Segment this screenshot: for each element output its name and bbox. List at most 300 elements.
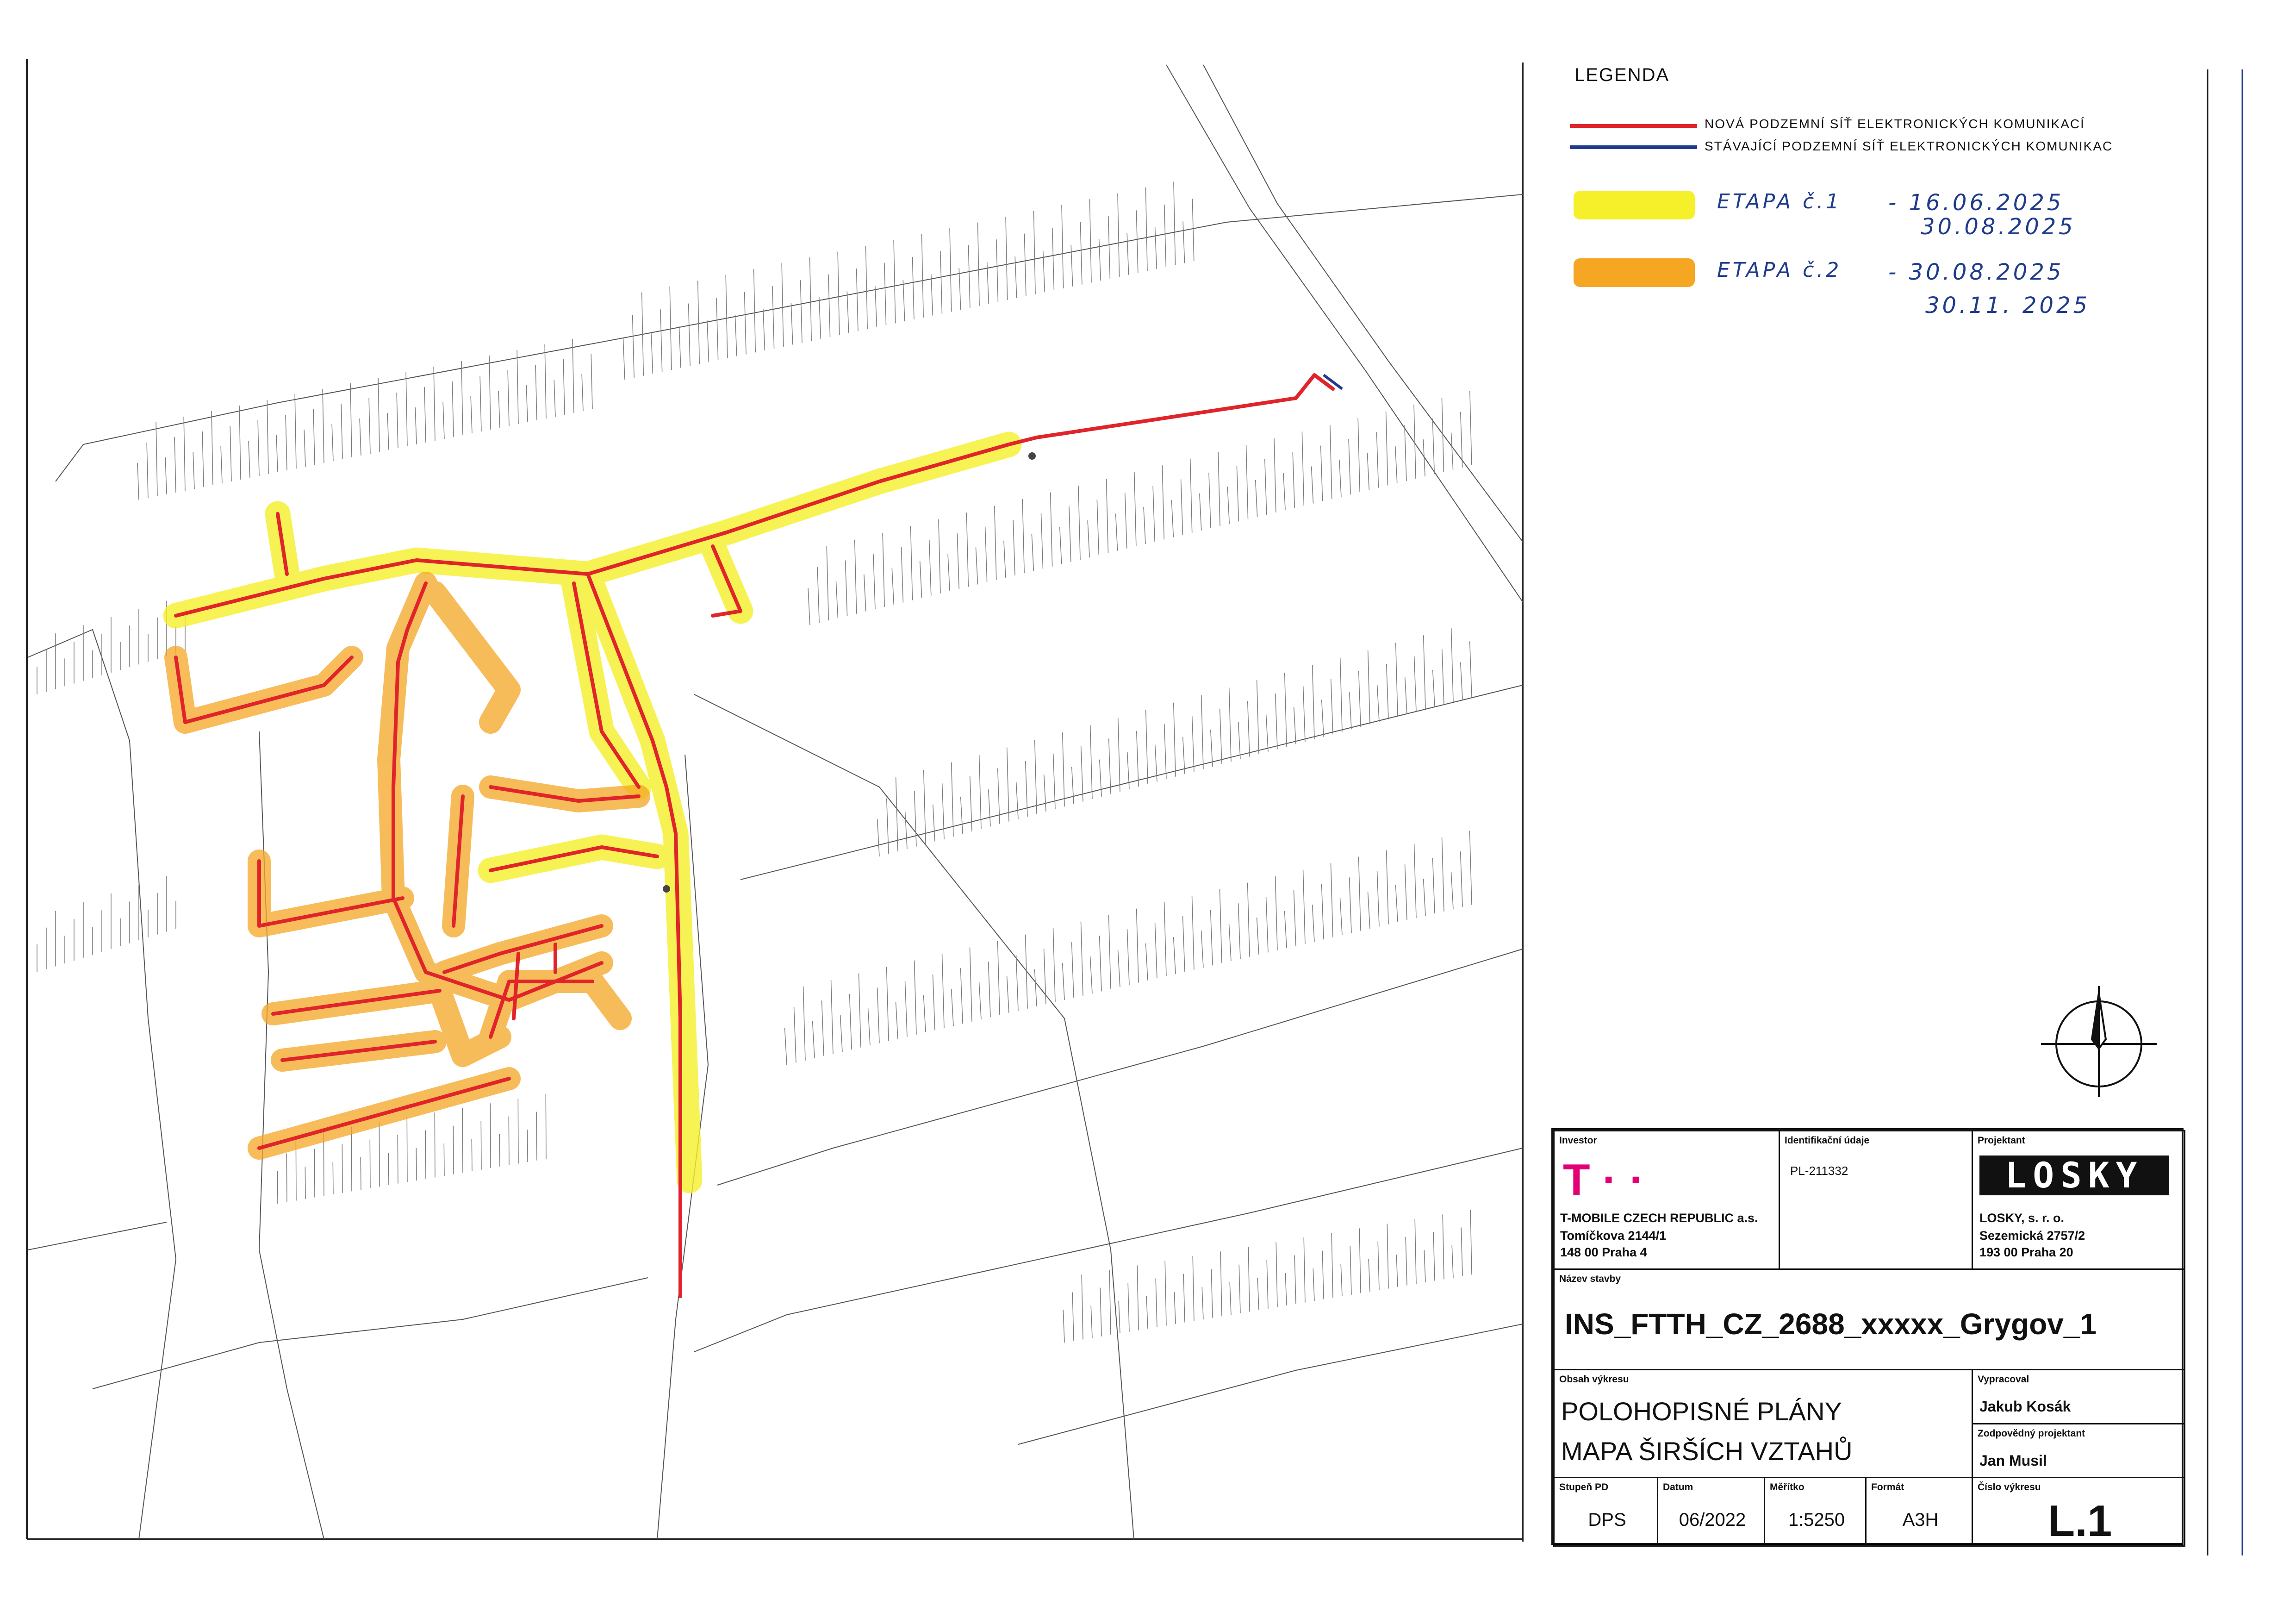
parcel-line (911, 526, 913, 600)
parcel-line (1044, 949, 1046, 1004)
legend-existing-line-swatch (1570, 145, 1697, 149)
parcel-line (174, 437, 176, 493)
parcel-line (1090, 956, 1092, 993)
legend-new-network-label: NOVÁ PODZEMNÍ SÍŤ ELEKTRONICKÝCH KOMUNIKACÍ (1705, 117, 2085, 131)
parcel-line (498, 391, 500, 428)
parcel-line (1024, 234, 1026, 296)
parcel-line (1052, 228, 1054, 290)
parcel-line (1265, 459, 1267, 515)
parcel-line (526, 385, 528, 422)
parcel-line (1211, 730, 1213, 767)
parcel-line (1302, 431, 1304, 506)
parcel-line (1276, 693, 1277, 749)
parcel-line (1209, 473, 1211, 528)
parcel-line (1041, 513, 1043, 568)
project-label: Projektant (1978, 1135, 2025, 1146)
parcel-line (425, 1131, 426, 1179)
parcel-line (1257, 918, 1259, 955)
parcel-line (1267, 1260, 1268, 1309)
parcel-line (1162, 465, 1164, 539)
parcel-line (1134, 472, 1136, 546)
parcel-line (875, 286, 877, 327)
parcel-line (785, 1028, 787, 1065)
parcel-line (813, 1021, 815, 1058)
parcel-line (1470, 391, 1472, 465)
parcel-line (1331, 679, 1333, 734)
parcel-line (924, 995, 926, 1032)
parcel-line (1303, 870, 1305, 944)
obsah-line2: MAPA ŠIRŠÍCH VZTAHŮ (1561, 1437, 1853, 1466)
parcel-line (1146, 710, 1148, 784)
parcel-line (887, 799, 889, 854)
parcel-line (782, 263, 784, 347)
parcel-line (1063, 1310, 1064, 1343)
parcel-line (165, 457, 167, 494)
parcel-hatching (37, 182, 1472, 1343)
parcel-line (1378, 1242, 1379, 1290)
parcel-line (1145, 187, 1147, 271)
parcel-line (822, 1000, 824, 1056)
parcel-line (1313, 665, 1314, 739)
parcel-line (1153, 486, 1155, 542)
parcel-line (1452, 1245, 1453, 1278)
parcel-line (996, 239, 998, 302)
parcel-line (304, 430, 305, 467)
meritko-cell (1764, 1477, 1867, 1547)
parcel-line (1100, 760, 1101, 797)
parcel-line (545, 344, 546, 418)
parcel-line (1405, 864, 1407, 920)
parcel-line (1106, 479, 1108, 553)
parcel-line (754, 269, 756, 352)
parcel-line (286, 415, 287, 470)
parcel-line (1063, 732, 1064, 806)
parcel-line (989, 789, 990, 826)
parcel-line (1164, 902, 1166, 976)
parcel-line (1424, 635, 1425, 709)
parcel-line (1406, 1237, 1407, 1286)
parcel-line (1118, 950, 1120, 987)
parcel-line (1013, 520, 1015, 575)
parcel-line (1424, 1250, 1425, 1282)
parcel-line (1220, 1251, 1222, 1316)
stavba-cell (1553, 1268, 2185, 1370)
parcel-line (1461, 851, 1462, 907)
parcel-line (966, 512, 968, 587)
parcel-line (1144, 507, 1145, 544)
parcel-line (1322, 700, 1324, 737)
parcel-line (800, 280, 802, 343)
parcel-line (931, 274, 933, 316)
parcel-line (480, 376, 481, 431)
parcel-line (726, 275, 728, 358)
parcel-line (1339, 460, 1341, 497)
parcel-line (929, 540, 931, 596)
parcel-line (517, 350, 518, 424)
legend-stage2-label: ETAPA č.2 (1717, 258, 1842, 282)
parcel-line (1220, 889, 1222, 963)
parcel-line (1350, 1246, 1351, 1295)
parcel-line (1136, 210, 1138, 273)
parcel-line (989, 962, 990, 1017)
ident-value: PL-211332 (1790, 1164, 1848, 1178)
parcel-line (1350, 692, 1351, 729)
investor-name: T-MOBILE CZECH REPUBLIC a.s. (1560, 1211, 1758, 1225)
parcel-line (1405, 677, 1407, 714)
parcel-line (1109, 915, 1111, 989)
parcel-line (1004, 541, 1006, 578)
parcel-line (905, 981, 907, 1037)
parcel-line (1183, 916, 1185, 972)
parcel-line (1248, 883, 1250, 957)
parcel-line (489, 356, 491, 430)
parcel-line (856, 269, 858, 331)
parcel-line (424, 387, 426, 443)
parcel-line (1174, 1292, 1176, 1324)
datum-value: 06/2022 (1679, 1510, 1746, 1530)
parcel-line (868, 1008, 870, 1045)
cislo-label: Číslo výkresu (1978, 1482, 2041, 1493)
parcel-line (1088, 520, 1089, 557)
legend-stage1-date-end: 30.08.2025 (1921, 214, 2076, 240)
parcel-line (1274, 438, 1276, 512)
parcel-line (831, 980, 833, 1054)
parcel-line (1165, 1261, 1166, 1325)
parcel-line (536, 1112, 537, 1161)
parcel-line (1396, 885, 1398, 922)
parcel-line (952, 762, 953, 837)
parcel-line (884, 263, 886, 325)
investor-city: 148 00 Praha 4 (1560, 1245, 1647, 1259)
parcel-line (1080, 222, 1082, 285)
project-street: Sezemická 2757/2 (1979, 1229, 2085, 1243)
parcel-line (379, 1122, 380, 1187)
parcel-line (859, 974, 861, 1048)
parcel-line (1190, 459, 1192, 533)
parcel-line (1266, 715, 1268, 752)
parcel-line (1470, 831, 1472, 905)
parcel-line (623, 338, 625, 380)
parcel-line (1432, 418, 1434, 474)
obsah-line1: POLOHOPISNÉ PLÁNY (1561, 1397, 1842, 1426)
parcel-line (1349, 439, 1350, 494)
project-city: 193 00 Praha 20 (1979, 1245, 2073, 1259)
parcel-line (1442, 837, 1444, 912)
parcel-line (1358, 418, 1360, 492)
parcel-line (1321, 446, 1323, 501)
parcel-line (1082, 1274, 1083, 1339)
parcel-line (794, 1007, 796, 1062)
parcel-line (350, 383, 352, 457)
parcel-line (915, 791, 916, 846)
parcel-line (1118, 718, 1120, 792)
parcel-line (453, 1126, 454, 1174)
parcel-line (1368, 650, 1370, 725)
parcel-line (1396, 1255, 1398, 1287)
parcel-line (959, 268, 961, 310)
parcel-line (1202, 1287, 1203, 1319)
parcel-line (1127, 752, 1129, 789)
parcel-line (1091, 1305, 1092, 1338)
investor-label: Investor (1559, 1135, 1597, 1146)
parcel-line (1414, 844, 1416, 918)
parcel-line (1470, 1210, 1472, 1274)
parcel-line (1192, 716, 1194, 772)
parcel-line (1072, 767, 1074, 804)
parcel-line (924, 770, 926, 844)
parcel-line (527, 1130, 528, 1162)
parcel-line (1069, 506, 1071, 562)
parcel-line (915, 961, 916, 1035)
obsah-label: Obsah výkresu (1559, 1374, 1629, 1385)
cislo-value: L.1 (2047, 1496, 2112, 1546)
zodp-cell (1972, 1423, 2185, 1478)
meritko-label: Měřítko (1770, 1482, 1804, 1493)
parcel-line (387, 413, 389, 450)
datum-cell (1657, 1477, 1765, 1547)
parcel-line (970, 776, 972, 831)
parcel-line (877, 819, 879, 856)
parcel-line (957, 533, 959, 589)
parcel-line (443, 402, 444, 439)
parcel-line (836, 581, 838, 618)
parcel-line (828, 275, 830, 337)
parcel-line (1211, 910, 1213, 965)
parcel-line (1331, 863, 1333, 937)
parcel-line (716, 298, 718, 360)
stupen-label: Stupeň PD (1559, 1482, 1609, 1493)
parcel-line (1090, 725, 1092, 799)
parcel-line (855, 540, 857, 614)
parcel-line (679, 326, 681, 368)
parcel-line (1060, 527, 1062, 564)
parcel-line (838, 252, 840, 335)
parcel-line (1405, 425, 1406, 481)
parcel-line (1016, 955, 1018, 1011)
parcel-line (1293, 452, 1294, 508)
parcel-line (230, 426, 231, 481)
meritko-value: 1:5250 (1788, 1510, 1845, 1530)
parcel-line (1164, 724, 1166, 779)
parcel-line (1237, 466, 1238, 521)
parcel-line (1118, 194, 1120, 277)
north-arrow-icon (2041, 986, 2157, 1097)
parcel-line (434, 367, 435, 441)
parcel-line (998, 941, 1000, 1015)
parcel-line (1294, 1255, 1296, 1304)
parcel-line (1201, 931, 1203, 968)
parcel-line (887, 967, 889, 1041)
parcel-line (689, 304, 691, 366)
parcel-line (471, 396, 472, 433)
parcel-line (1332, 1233, 1333, 1298)
parcel-line (1119, 1301, 1120, 1333)
parcel-line (1072, 942, 1074, 998)
vypracoval-label: Vypracoval (1978, 1374, 2029, 1385)
parcel-line (1229, 924, 1231, 961)
parcel-line (1313, 905, 1314, 942)
parcel-line (1109, 738, 1111, 794)
parcel-line (1032, 534, 1033, 571)
parcel-line (1285, 1273, 1287, 1305)
parcel-line (1248, 1247, 1250, 1312)
parcel-line (952, 989, 953, 1026)
parcel-line (1230, 1282, 1231, 1315)
parcel-line (1218, 452, 1220, 526)
parcel-line (582, 374, 583, 411)
parcel-line (1294, 890, 1296, 946)
parcel-line (985, 527, 987, 582)
legend-stage2-date-start: - 30.08.2025 (1888, 259, 2064, 285)
legend-title: LEGENDA (1574, 65, 1670, 85)
legend-stage1-swatch (1574, 191, 1695, 219)
parcel-line (1183, 221, 1185, 263)
parcel-line (939, 519, 940, 593)
parcel-line (961, 968, 963, 1024)
parcel-line (147, 443, 148, 498)
stavba-value: INS_FTTH_CZ_2688_xxxxx_Grygov_1 (1565, 1307, 2097, 1341)
parcel-line (212, 411, 213, 485)
parcel-line (1116, 514, 1118, 551)
parcel-line (894, 240, 896, 323)
parcel-line (896, 1002, 898, 1039)
parcel-line (591, 354, 592, 409)
parcel-line (202, 431, 204, 487)
parcel-line (351, 1126, 352, 1191)
parcel-line (903, 280, 905, 321)
parcel-line (1461, 662, 1462, 700)
parcel-line (341, 404, 342, 459)
parcel-line (1071, 245, 1073, 287)
parcel-line (1239, 1265, 1240, 1313)
parcel-line (572, 339, 574, 413)
parcel-line (1035, 740, 1037, 814)
parcel-line (1051, 493, 1052, 567)
parcel-line (1089, 199, 1091, 282)
parcel-line (415, 407, 417, 444)
parcel-line (1377, 871, 1379, 926)
stupen-value: DPS (1588, 1510, 1626, 1530)
parcel-line (1211, 1269, 1213, 1318)
parcel-line (847, 291, 849, 333)
parcel-line (1174, 937, 1176, 974)
ident-label: Identifikační údaje (1785, 1135, 1870, 1146)
legend-stage1-label: ETAPA č.1 (1717, 190, 1842, 213)
parcel-line (1387, 664, 1388, 719)
legend-stage2-date-end: 30.11. 2025 (1925, 293, 2091, 319)
parcel-line (1007, 976, 1009, 1013)
datum-label: Datum (1663, 1482, 1693, 1493)
format-cell (1865, 1477, 1973, 1547)
parcel-line (239, 406, 241, 480)
parcel-line (1285, 673, 1287, 747)
parcel-line (968, 245, 970, 308)
parcel-line (1062, 205, 1064, 288)
parcel-line (1451, 433, 1453, 470)
parcel-line (249, 441, 250, 478)
parcel-line (462, 1108, 463, 1173)
parcel-line (1359, 1228, 1361, 1293)
parcel-line (490, 1103, 491, 1168)
parcel-line (1200, 493, 1201, 531)
legend-new-line-swatch (1570, 124, 1697, 128)
parcel-line (1257, 1278, 1259, 1310)
parcel-line (707, 320, 709, 362)
parcel-lines (28, 65, 1523, 1539)
parcel-line (1127, 929, 1129, 985)
zodp-value: Jan Musil (1979, 1452, 2047, 1469)
parcel-line (1276, 876, 1277, 950)
parcel-line (1081, 922, 1083, 996)
parcel-line (744, 292, 746, 354)
parcel-line (554, 380, 555, 417)
parcel-line (979, 755, 981, 829)
parcel-line (810, 257, 812, 341)
parcel-line (1181, 480, 1183, 535)
parcel-line (1396, 643, 1398, 717)
parcel-line (1125, 493, 1127, 549)
parcel-line (912, 257, 914, 319)
losky-logo: LOSKY (1979, 1156, 2169, 1195)
parcel-line (942, 954, 944, 1028)
parcel-line (221, 446, 222, 483)
parcel-line (1238, 903, 1240, 959)
parcel-line (1174, 703, 1176, 777)
parcel-line (970, 948, 972, 1022)
parcel-line (1099, 239, 1101, 281)
parcel-line (651, 332, 653, 374)
parcel-line (1451, 872, 1453, 909)
parcel-line (1137, 909, 1139, 983)
parcel-line (1256, 480, 1257, 517)
parcel-line (1108, 216, 1110, 279)
parcel-line (1387, 1224, 1388, 1288)
parcel-line (1227, 487, 1229, 524)
parcel-line (1044, 775, 1046, 812)
parcel-line (388, 1153, 389, 1185)
parcel-line (883, 533, 884, 607)
parcel-line (397, 393, 398, 448)
parcel-line (1359, 857, 1361, 931)
parcel-line (827, 546, 828, 620)
parcel-line (258, 420, 259, 476)
parcel-line (1461, 1228, 1462, 1276)
t-mobile-logo: T · · (1563, 1155, 1644, 1205)
parcel-line (1359, 671, 1361, 727)
parcel-line (1340, 658, 1342, 732)
parcel-line (1097, 500, 1099, 555)
parcel-line (933, 974, 935, 1030)
parcel-line (1313, 1268, 1314, 1301)
parcel-line (1470, 641, 1472, 697)
parcel-line (406, 372, 407, 446)
parcel-line (791, 303, 793, 345)
parcel-line (1322, 884, 1324, 939)
investor-cell (1553, 1130, 1780, 1270)
parcel-line (1078, 486, 1080, 560)
parcel-line (763, 309, 765, 350)
parcel-line (1137, 1265, 1139, 1330)
parcel-line (1340, 898, 1342, 935)
parcel-line (1386, 412, 1388, 486)
parcel-line (1387, 850, 1388, 924)
parcel-line (940, 251, 942, 313)
parcel-line (772, 286, 774, 349)
parcel-line (1377, 685, 1379, 722)
parcel-line (1451, 628, 1453, 702)
vypracoval-value: Jakub Kosák (1979, 1398, 2071, 1415)
parcel-line (1022, 499, 1024, 573)
